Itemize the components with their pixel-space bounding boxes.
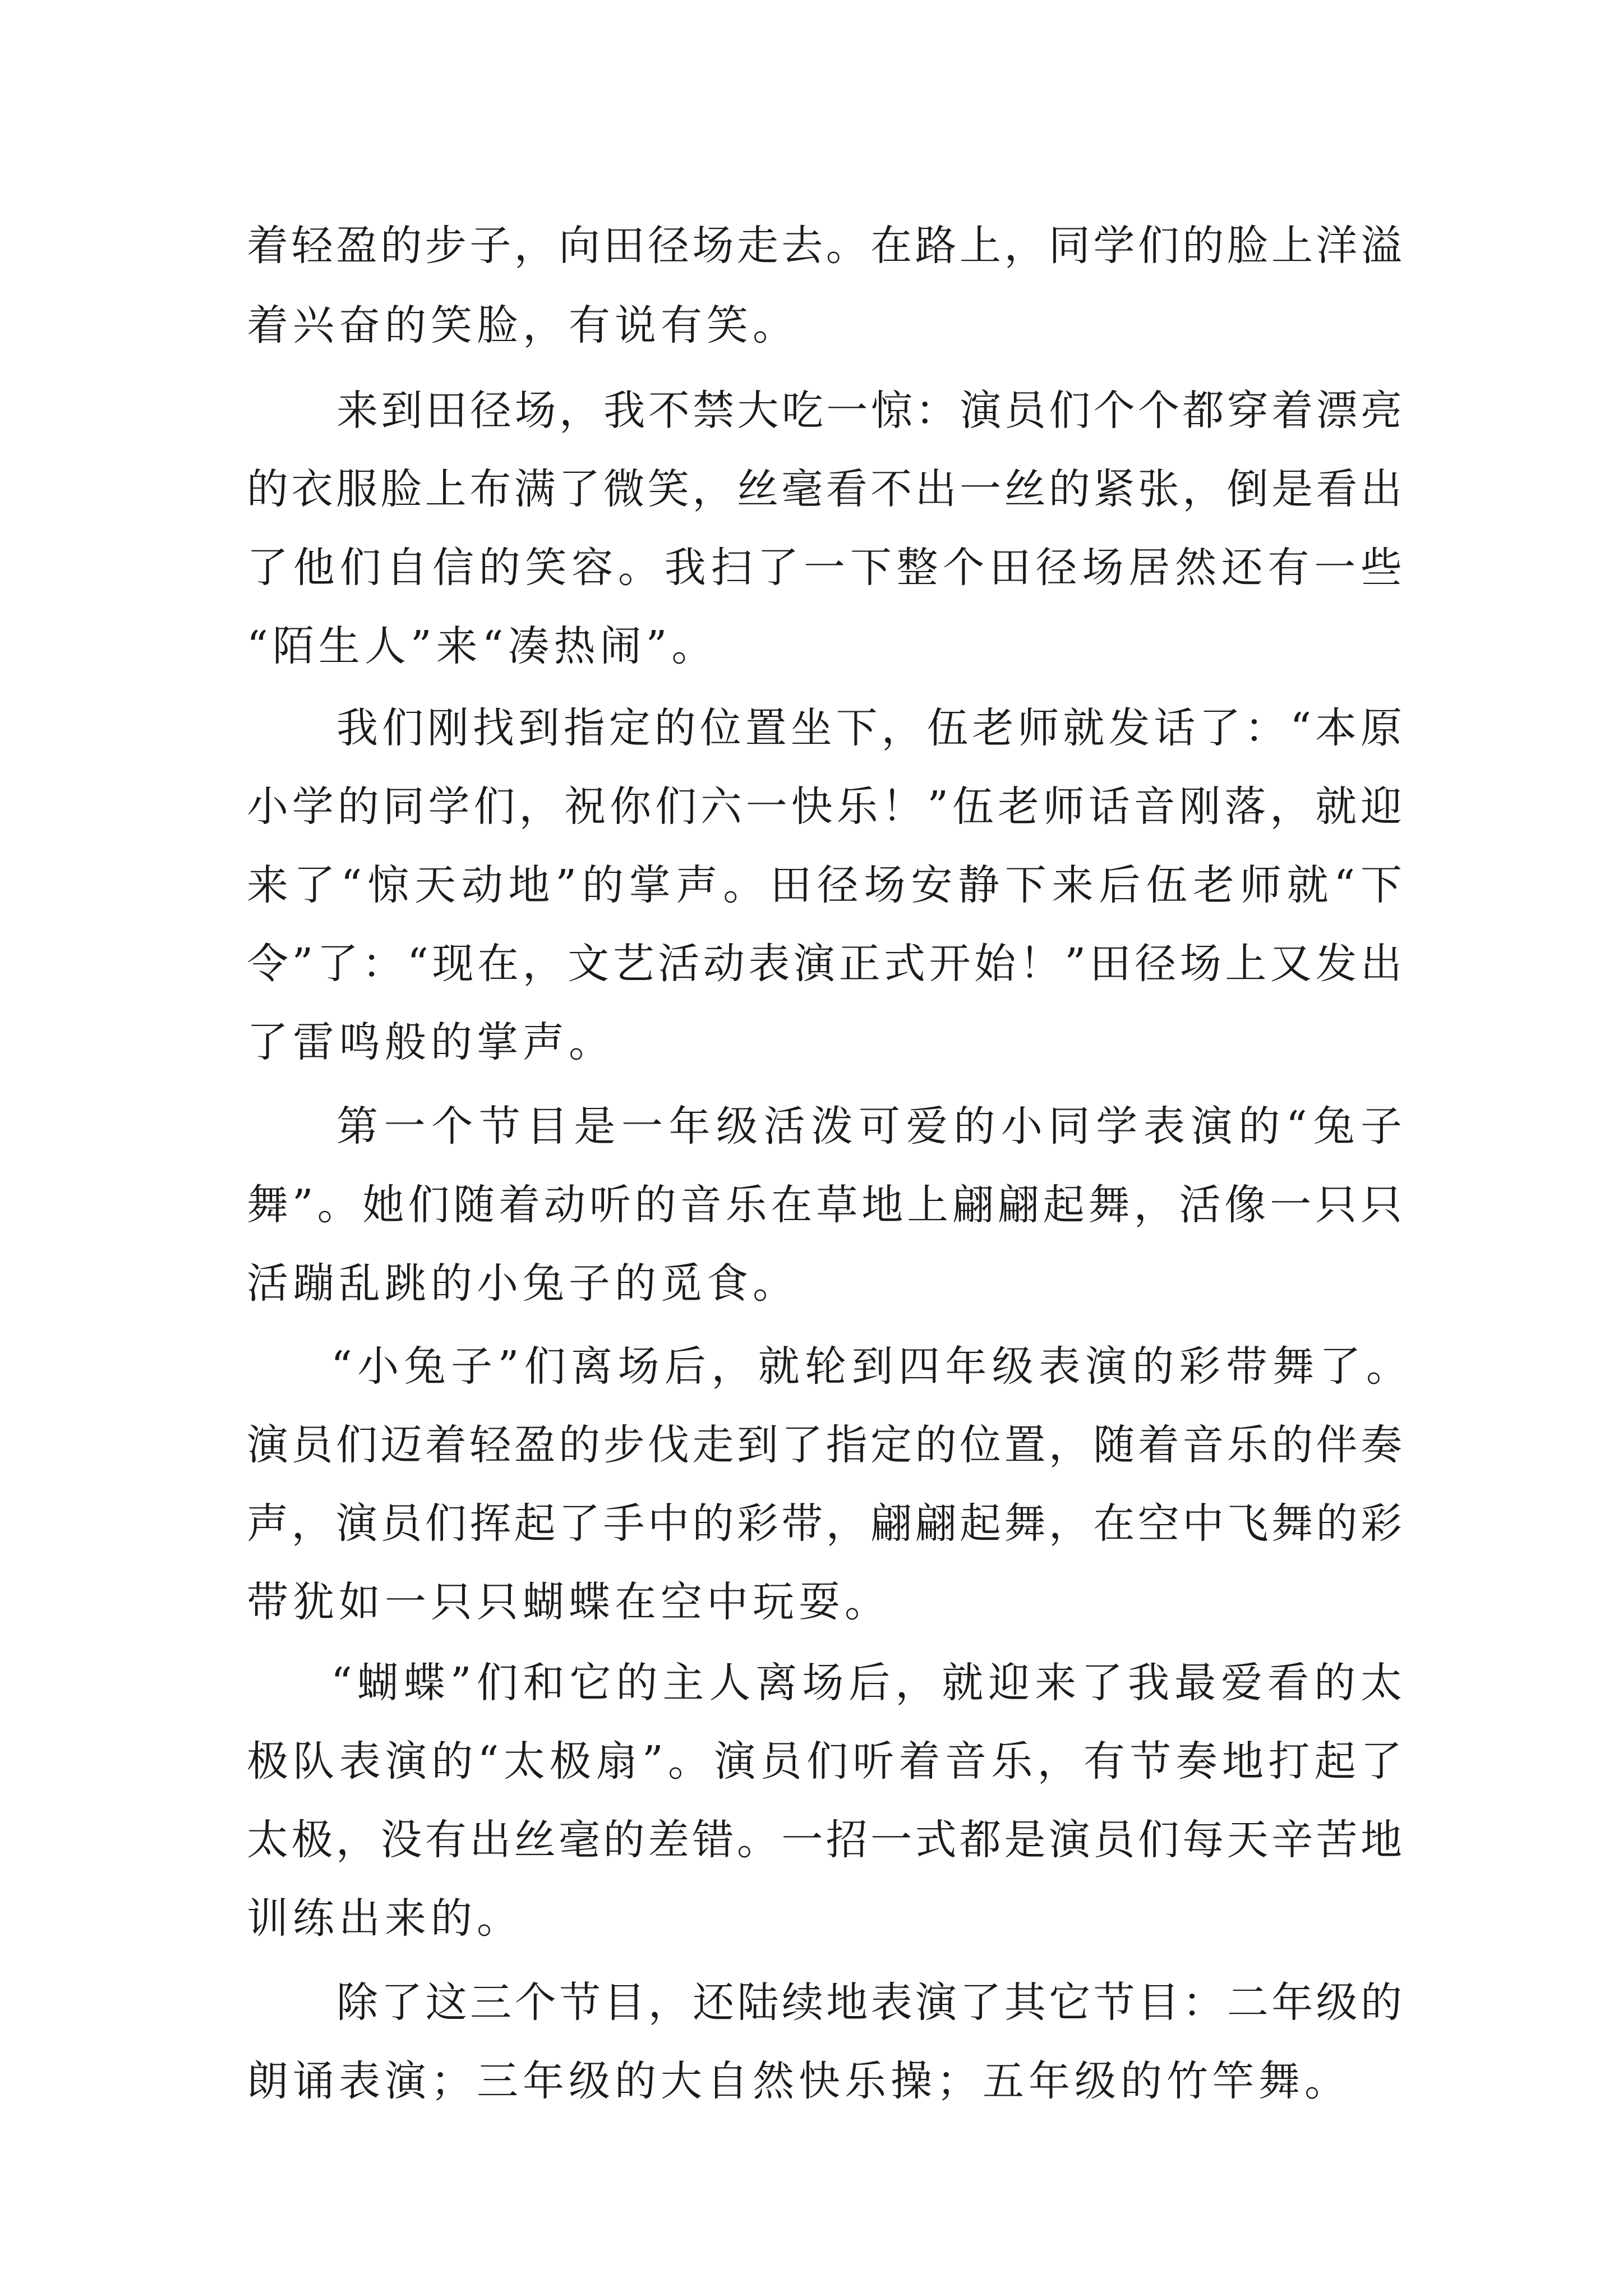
text-line: 声，演员们挥起了手中的彩带，翩翩起舞，在空中飞舞的彩 (247, 1499, 1402, 1548)
text-line: 演员们迈着轻盈的步伐走到了指定的位置，随着音乐的伴奏 (247, 1421, 1402, 1469)
text-line: 朗诵表演；三年级的大自然快乐操；五年级的竹竿舞。 (247, 2057, 1350, 2105)
text-line: 我们刚找到指定的位置坐下，伍老师就发话了：“本原 (336, 704, 1402, 752)
text-line: 来了“惊天动地”的掌声。田径场安静下来后伍老师就“下 (247, 861, 1402, 909)
text-line: 带犹如一只只蝴蝶在空中玩耍。 (247, 1578, 891, 1626)
text-line: 来到田径场，我不禁大吃一惊：演员们个个都穿着漂亮 (336, 386, 1402, 435)
text-line: 太极，没有出丝毫的差错。一招一式都是演员们每天辛苦地 (247, 1816, 1402, 1864)
text-line: 了雷鸣般的掌声。 (247, 1018, 615, 1066)
text-line: 训练出来的。 (247, 1894, 523, 1943)
text-line: “陌生人”来“凑热闹”。 (247, 622, 718, 670)
text-line: 小学的同学们，祝你们六一快乐！”伍老师话音刚落，就迎 (247, 783, 1402, 831)
text-line: 除了这三个节目，还陆续地表演了其它节目：二年级的 (336, 1978, 1402, 2027)
text-line: “蝴蝶”们和它的主人离场后，就迎来了我最爱看的太 (331, 1659, 1402, 1707)
text-line: 舞”。她们随着动听的音乐在草地上翩翩起舞，活像一只只 (247, 1181, 1402, 1229)
text-line: 着轻盈的步子，向田径场走去。在路上，同学们的脸上洋溢 (247, 222, 1402, 270)
text-line: 第一个节目是一年级活泼可爱的小同学表演的“兔子 (336, 1102, 1402, 1151)
text-line: 着兴奋的笑脸，有说有笑。 (247, 301, 799, 349)
text-line: 的衣服脸上布满了微笑，丝毫看不出一丝的紧张，倒是看出 (247, 465, 1402, 513)
text-line: “小兔子”们离场后，就轮到四年级表演的彩带舞了。 (331, 1342, 1408, 1391)
text-line: 令”了：“现在，文艺活动表演正式开始！”田径场上又发出 (247, 940, 1402, 988)
text-line: 活蹦乱跳的小兔子的觅食。 (247, 1259, 799, 1308)
text-line: 极队表演的“太极扇”。演员们听着音乐，有节奏地打起了 (247, 1737, 1402, 1786)
text-line: 了他们自信的笑容。我扫了一下整个田径场居然还有一些 (247, 544, 1402, 592)
